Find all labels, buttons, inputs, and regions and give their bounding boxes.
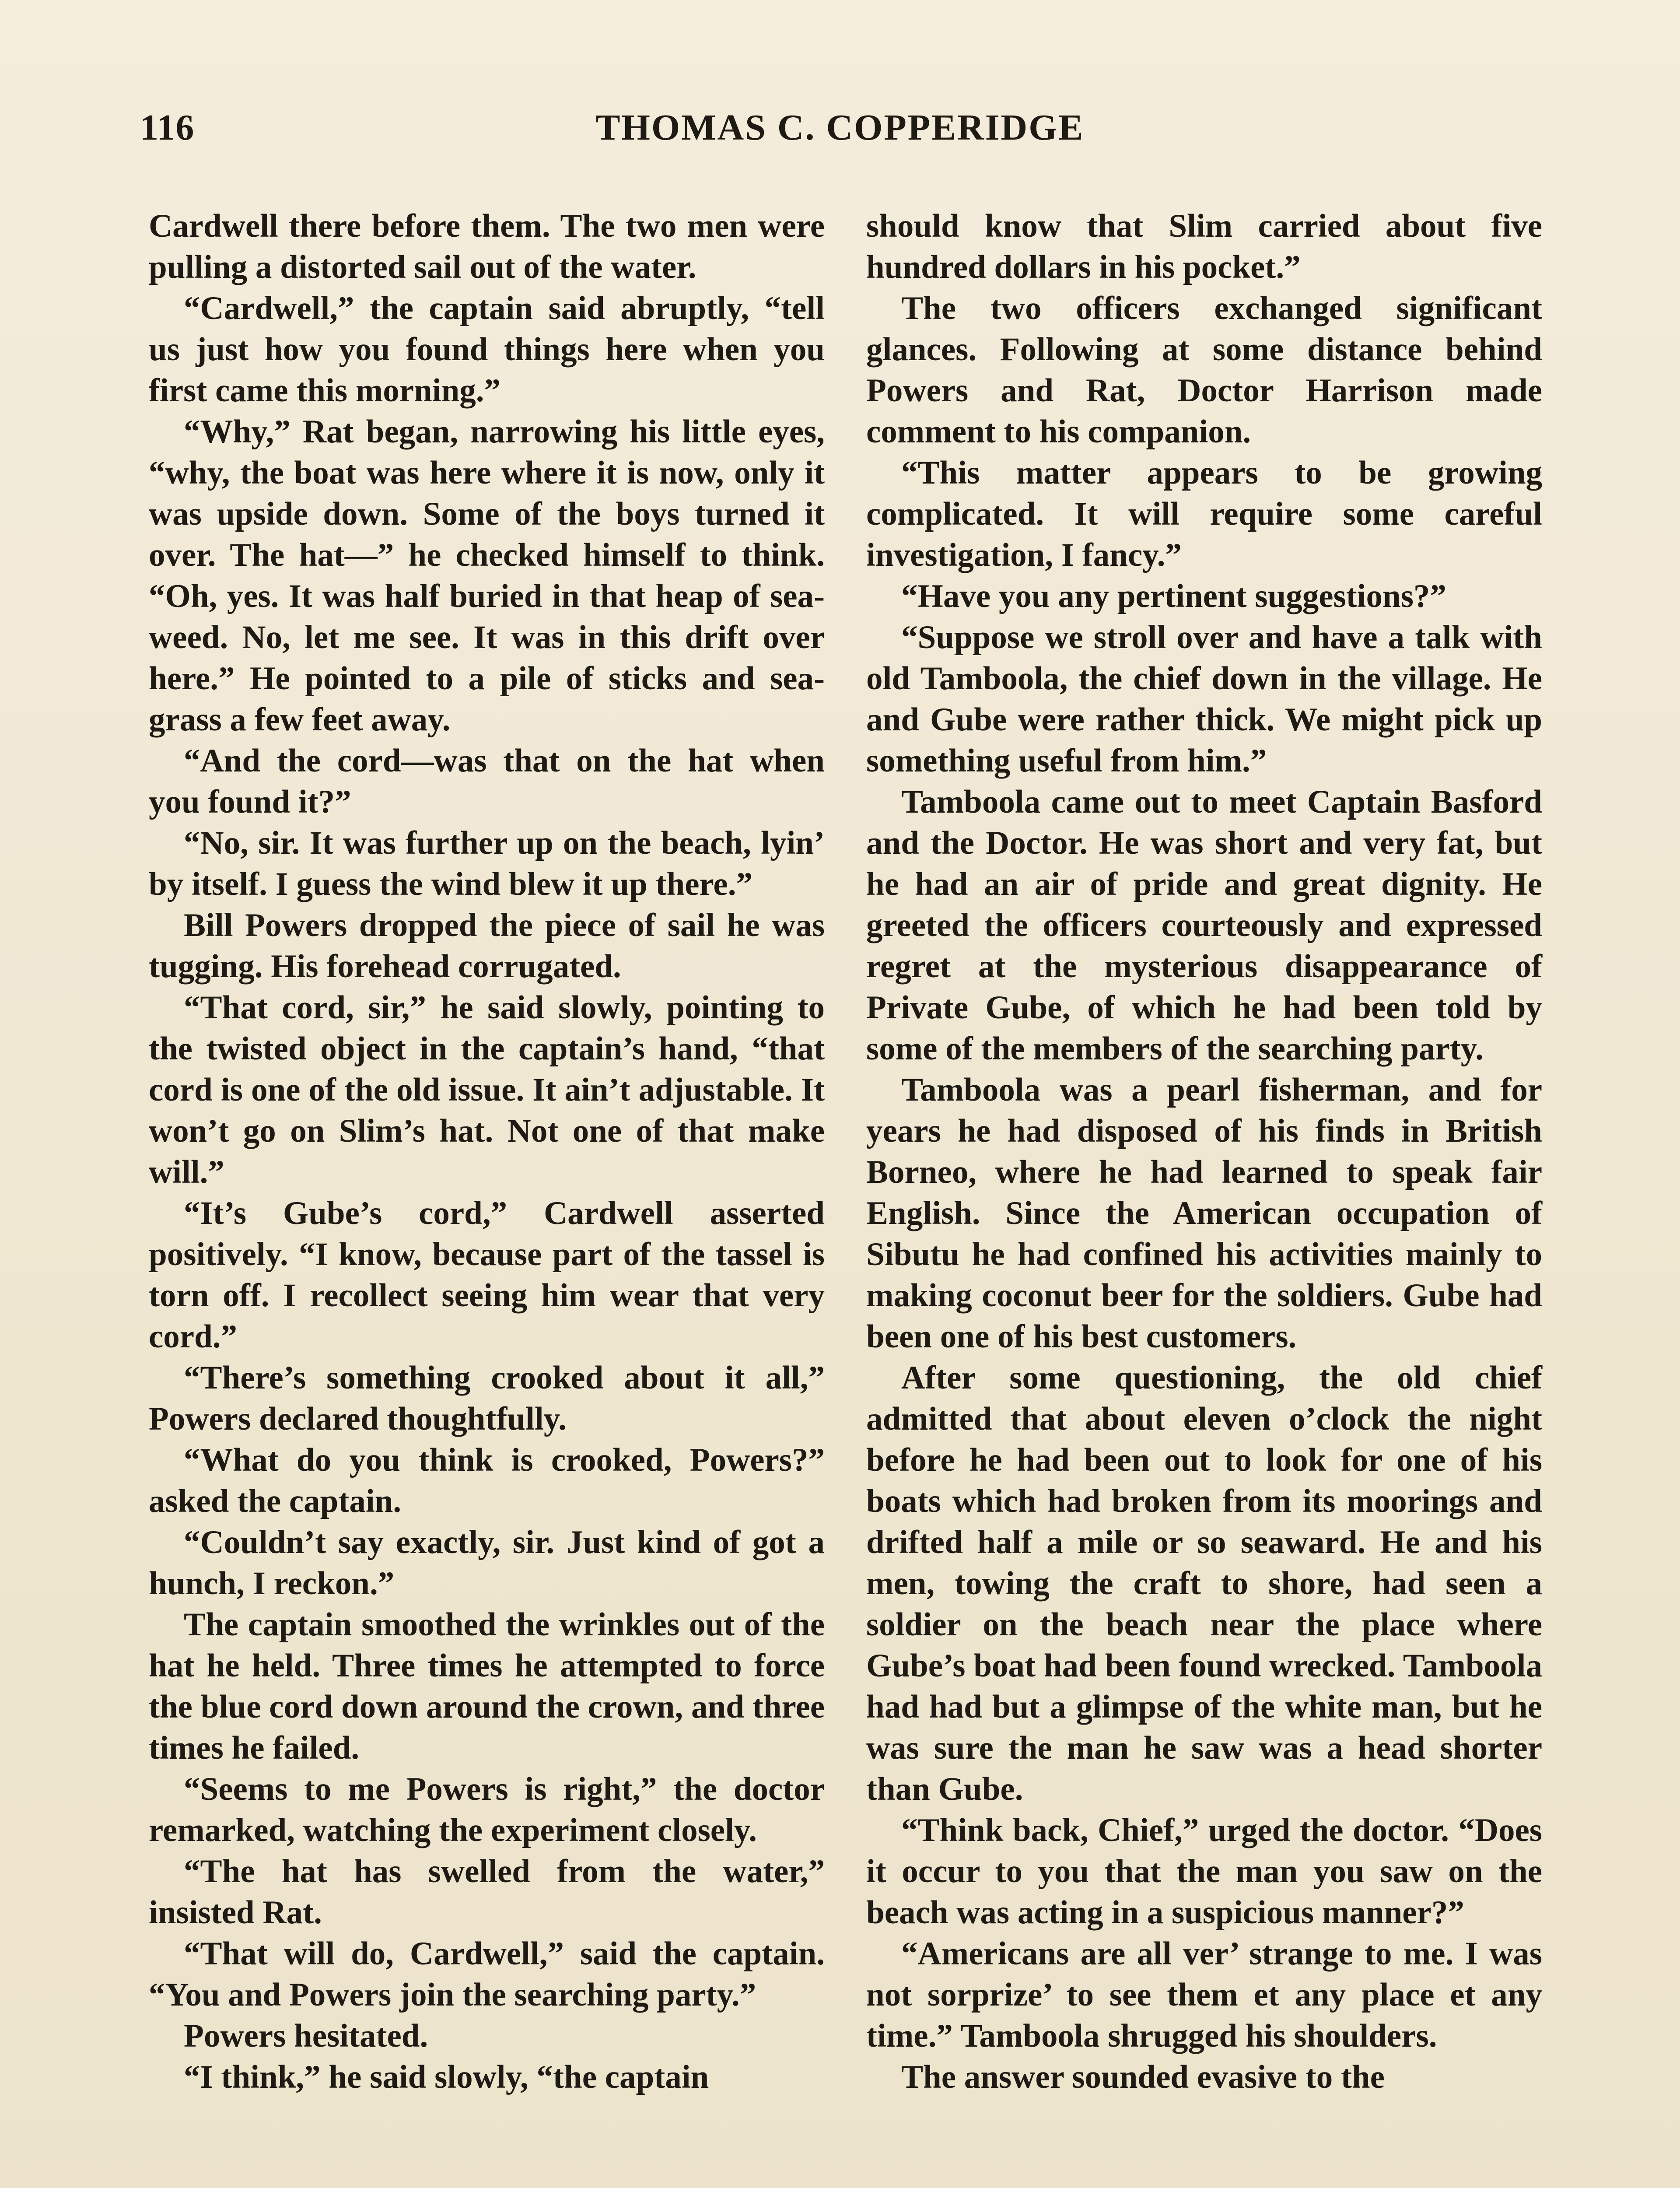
paragraph: “Think back, Chief,” urged the doctor. “Does it occur to you that the man you saw on the beach was acting in a suspicious manner?” bbox=[866, 1812, 1542, 1931]
paragraph: The two officers exchanged significant glances. Following at some distance behind Powers and Rat, Doctor Harrison made comment to his companion. bbox=[866, 290, 1542, 450]
paragraph: “It’s Gube’s cord,” Cardwell asserted positively. “I know, because part of the tassel is torn off. I recollect seeing him wear that very cord.” bbox=[149, 1195, 825, 1355]
paragraph: The captain smoothed the wrinkles out of the hat he held. Three times he attempted to force the blue cord down around the crown, and three times he failed. bbox=[149, 1606, 825, 1766]
paragraph: Tamboola was a pearl fisherman, and for years he had disposed of his finds in British Borneo, where he had learned to speak fair English. Since the American occupation of Sibutu he had confined his activities mainly to making coconut beer for the soldiers. Gube had been one of his best customers. bbox=[866, 1072, 1542, 1355]
paragraph: Powers hesitated. bbox=[184, 2018, 428, 2054]
left-column bbox=[149, 206, 825, 2098]
paragraph: “And the cord—was that on the hat when you found it?” bbox=[149, 743, 825, 820]
paragraph: “No, sir. It was further up on the beach, lyin’ by itself. I guess the wind blew it up there.” bbox=[149, 825, 825, 902]
paragraph: Cardwell there before them. The two men were pulling a distorted sail out of the water. bbox=[149, 208, 825, 285]
paragraph: “Cardwell,” the captain said abruptly, “tell us just how you found things here when you first came this morning.” bbox=[149, 290, 825, 409]
paragraph: “That cord, sir,” he said slowly, pointing to the twisted object in the captain’s hand, “that cord is one of the old issue. It ain’t adjustable. It won’t go on Slim’s hat. Not one of that make will.” bbox=[149, 989, 825, 1190]
paragraph: “I think,” he said slowly, “the captain bbox=[184, 2059, 709, 2095]
paragraph: “This matter appears to be growing complicated. It will require some careful investigation, I fancy.” bbox=[866, 455, 1542, 573]
paragraph: Tamboola came out to meet Captain Basford and the Doctor. He was short and very fat, but he had an air of pride and great dignity. He greeted the officers courteously and expressed regret at the mysterious disappearance of Private Gube, of which he had been told by some of the members of the searching party. bbox=[866, 784, 1542, 1067]
paragraph: “What do you think is crooked, Powers?” asked the captain. bbox=[149, 1442, 825, 1519]
paragraph: should know that Slim carried about five hundred dollars in his pocket.” bbox=[866, 208, 1542, 285]
paragraph: “Have you any pertinent suggestions?” bbox=[901, 578, 1446, 614]
paragraph: “Suppose we stroll over and have a talk with old Tamboola, the chief down in the village. He and Gube were rather thick. We might pick up something useful from him.” bbox=[866, 619, 1542, 779]
paragraph: “Couldn’t say exactly, sir. Just kind of got a hunch, I reckon.” bbox=[149, 1524, 825, 1602]
paragraph: “The hat has swelled from the water,” insisted Rat. bbox=[149, 1853, 825, 1931]
paragraph: “That will do, Cardwell,” said the captain. “You and Powers join the searching party.” bbox=[149, 1936, 825, 2013]
paragraph: Bill Powers dropped the piece of sail he was tugging. His forehead corrugated. bbox=[149, 907, 825, 985]
paragraph: The answer sounded evasive to the bbox=[901, 2059, 1385, 2095]
page-number: 116 bbox=[140, 107, 195, 148]
paragraph: “There’s something crooked about it all,” Powers declared thoughtfully. bbox=[149, 1360, 825, 1437]
right-column bbox=[866, 206, 1542, 2098]
paragraph: After some questioning, the old chief admitted that about eleven o’clock the night before he had been out to look for one of his boats which had broken from its moorings and drifted half a mile or so seaward. He and his men, towing the craft to shore, had seen a soldier on the beach near the place where Gube’s boat had been found wrecked. Tamboola had had but a glimpse of the white man, but he was sure the man he saw was a head shorter than Gube. bbox=[866, 1360, 1542, 1807]
paragraph: “Seems to me Powers is right,” the doctor remarked, watching the experiment closely. bbox=[149, 1771, 825, 1848]
paragraph: “Why,” Rat began, narrowing his little eyes, “why, the boat was here where it is now, only it was upside down. Some of the boys turned it over. The hat—” he checked himself to think. “Oh, yes. It was half buried in that heap of sea-weed. No, let me see. It was in this drift over here.” He pointed to a pile of sticks and sea-grass a few feet away. bbox=[149, 414, 825, 738]
running-head: THOMAS C. COPPERIDGE bbox=[595, 107, 1085, 148]
paragraph: “Americans are all ver’ strange to me. I was not sorprize’ to see them et any place et any time.” Tamboola shrugged his shoulders. bbox=[866, 1936, 1542, 2054]
